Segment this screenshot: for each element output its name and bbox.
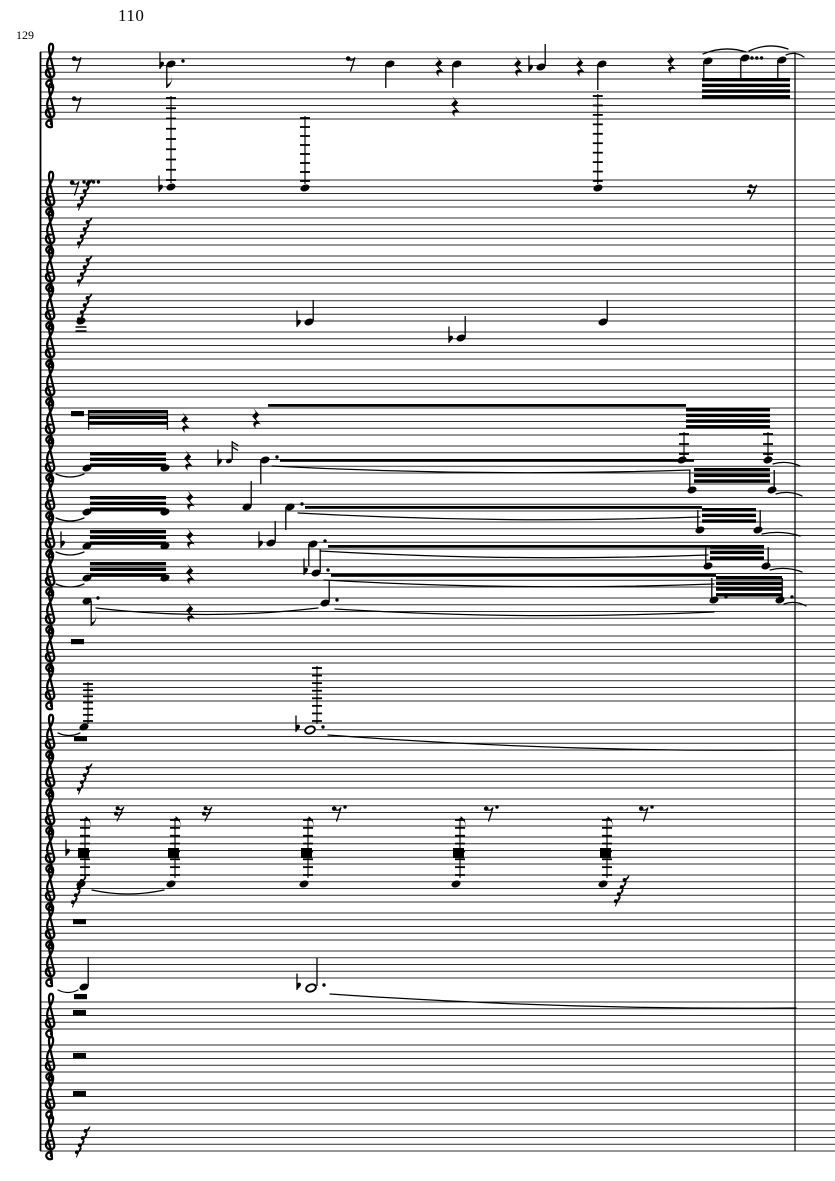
- staff: [40, 1045, 835, 1072]
- staff: [40, 370, 835, 397]
- staff: [40, 837, 835, 864]
- augmentation-dot: [335, 598, 338, 601]
- eighth-rest: [70, 180, 79, 195]
- staff: [40, 636, 835, 663]
- flat-accidental: [297, 974, 301, 990]
- flat-accidental: [297, 311, 301, 327]
- arpeggio-squiggle: [77, 180, 92, 210]
- notehead: [762, 455, 773, 464]
- staff: [40, 674, 835, 701]
- notehead: [165, 879, 176, 888]
- notehead: [760, 561, 771, 570]
- half-rest: [74, 736, 87, 741]
- tremolo-beams: [702, 78, 790, 99]
- sustain-beam: [280, 459, 694, 462]
- half-rest: [74, 994, 87, 999]
- flat-accidental: [160, 53, 164, 69]
- tie: [56, 518, 84, 521]
- sustain-beam: [268, 404, 686, 407]
- tremolo-beams: [686, 408, 770, 429]
- augmentation-dot: [724, 595, 727, 598]
- tremolo-beams: [716, 576, 782, 597]
- tremolo-beams: [710, 545, 764, 560]
- cluster-chord: [301, 848, 312, 858]
- flat-accidental: [61, 532, 65, 548]
- augmentation-dot: [96, 596, 99, 599]
- augmentation-dot: [322, 983, 325, 986]
- flat-accidental: [159, 176, 163, 192]
- staff: [40, 1083, 835, 1110]
- arpeggio-squiggle: [77, 218, 92, 248]
- staff: [40, 332, 835, 359]
- tie-hook: [773, 462, 800, 466]
- half-rest: [73, 1010, 86, 1015]
- notehead: [686, 485, 697, 494]
- eighth-rest: [346, 56, 355, 71]
- quarter-rest: [186, 490, 195, 511]
- arpeggio-squiggle: [77, 764, 92, 794]
- notehead: [592, 183, 603, 192]
- staff: [40, 951, 835, 978]
- half-rest: [71, 639, 84, 644]
- staff: [40, 875, 835, 902]
- staff: [40, 522, 835, 549]
- half-rest: [71, 411, 84, 416]
- eighth-flag: [167, 73, 172, 88]
- cluster-chord: [78, 848, 89, 858]
- staff: [40, 256, 835, 283]
- notehead: [694, 525, 705, 534]
- cluster-chord: [168, 848, 179, 858]
- notehead: [708, 595, 719, 604]
- notehead: [299, 183, 310, 192]
- notehead: [165, 182, 176, 191]
- tie: [324, 580, 714, 587]
- arpeggio-squiggle: [75, 1127, 90, 1157]
- tie-hook: [776, 492, 802, 496]
- staff: [40, 723, 835, 750]
- tie: [298, 513, 700, 520]
- slur: [703, 49, 746, 54]
- tie-hook: [770, 568, 802, 572]
- cluster-chord: [600, 848, 611, 858]
- measure-number: 129: [16, 28, 34, 42]
- notehead: [752, 525, 763, 534]
- notehead: [597, 879, 608, 888]
- rest-dots: [750, 56, 763, 59]
- tremolo-beams: [90, 452, 166, 467]
- tremolo-stem: [300, 116, 310, 184]
- tie: [56, 474, 84, 477]
- tremolo-beams: [90, 530, 166, 545]
- tie: [330, 994, 796, 1008]
- notehead: [450, 879, 461, 888]
- quarter-rest: [667, 53, 676, 74]
- augmentation-dot: [323, 539, 326, 542]
- sustain-beam: [328, 545, 710, 548]
- staff: [40, 799, 835, 826]
- tremolo-stem: [166, 96, 176, 183]
- eighth-rest: [72, 56, 81, 71]
- staff: [40, 761, 835, 788]
- arpeggio-squiggle: [77, 256, 92, 286]
- notehead: [774, 595, 785, 604]
- augmentation-dot: [495, 805, 498, 808]
- tremolo-beams: [702, 508, 756, 523]
- notehead: [298, 879, 309, 888]
- quarter-rest: [186, 528, 195, 549]
- page-number: 110: [118, 6, 145, 25]
- quarter-rest: [252, 408, 261, 429]
- augmentation-dot: [343, 805, 346, 808]
- half-notehead: [304, 725, 316, 735]
- tremolo-stem: [83, 682, 93, 724]
- tremolo-beams: [90, 562, 166, 577]
- tremolo-stem: [312, 666, 322, 724]
- augmentation-dot: [300, 502, 303, 505]
- tie: [56, 552, 84, 555]
- staff: [40, 294, 835, 321]
- half-notehead: [305, 983, 317, 993]
- slur: [749, 46, 788, 51]
- notehead: [75, 316, 86, 325]
- tremolo-beams: [694, 468, 770, 483]
- augmentation-dot: [650, 805, 653, 808]
- staff: [40, 218, 835, 245]
- tie: [272, 466, 690, 473]
- tremolo-stem: [679, 432, 689, 457]
- half-rest: [73, 1091, 86, 1096]
- tie: [92, 890, 164, 894]
- augmentation-dot: [275, 455, 278, 458]
- eighth-rest: [72, 96, 81, 111]
- tie: [58, 733, 80, 736]
- cluster-chord: [453, 848, 464, 858]
- tremolo-stem: [763, 432, 773, 457]
- tremolo-stem: [593, 94, 603, 184]
- flat-accidental: [66, 840, 70, 856]
- sustain-beam: [331, 574, 716, 577]
- tie: [335, 609, 714, 616]
- staff: [40, 913, 835, 940]
- flat-accidental: [296, 716, 300, 732]
- flat-accidental: [259, 532, 263, 548]
- arpeggio-squiggle: [614, 876, 629, 906]
- tie: [320, 551, 708, 558]
- half-rest: [73, 1053, 86, 1058]
- flat-accidental: [449, 327, 453, 343]
- tremolo-beams: [90, 496, 166, 511]
- tie: [58, 990, 78, 993]
- half-rest: [73, 919, 86, 924]
- augmentation-dot: [321, 725, 324, 728]
- notehead: [766, 485, 777, 494]
- augmentation-dot: [181, 59, 184, 62]
- staff: [40, 1002, 835, 1029]
- tremolo-beams: [88, 410, 168, 425]
- notehead: [702, 561, 713, 570]
- staff: [40, 1124, 835, 1151]
- augmentation-dot: [790, 595, 793, 598]
- tie: [328, 735, 796, 750]
- augmentation-dot: [326, 568, 329, 571]
- sustain-beam: [305, 506, 702, 509]
